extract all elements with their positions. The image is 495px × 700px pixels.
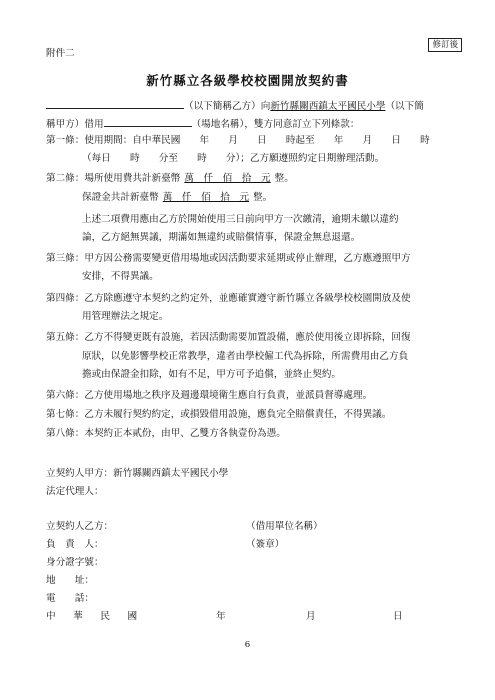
- article-1-line-2: （每日 時 分至 時 分）；乙方願遵照約定日期辦理活動。: [82, 153, 385, 164]
- party-b-phone: 電 話：: [46, 593, 94, 604]
- party-b-address: 地 址：: [46, 575, 94, 586]
- document-title: 新竹縣立各級學校校園開放契約書: [146, 73, 349, 88]
- deposit-amount: 萬 仟 佰 拾 元: [162, 192, 250, 203]
- party-b-person: 負 責 人：: [46, 539, 104, 550]
- article-1-line-1: 第一條：使用期間：自中華民國 年 月 日 時起至 年 月 日 時: [46, 135, 430, 146]
- article-2-deposit: 保證金共計新臺幣 萬 仟 佰 拾 元 整。: [82, 192, 273, 203]
- article-3-line-2: 安排，不得異議。: [82, 271, 159, 282]
- date-year: 年: [216, 611, 226, 622]
- article-4-line-1: 第四條：乙方除應遵守本契約之約定外，並應確實遵守新竹縣立各級學校校園開放及使: [46, 293, 411, 304]
- article-6: 第六條：乙方使用場地之秩序及週邊環境衛生應自行負責，並派員督導處理。: [46, 390, 373, 401]
- revision-stamp: 修訂後: [428, 38, 462, 52]
- date-month: 月: [306, 611, 316, 622]
- school-name: 新竹縣關西鎮太平國民小學: [270, 101, 386, 112]
- article-2-para-2: 論，乙方絕無異議，期滿如無違約或賠償情事，保證金無息退還。: [82, 232, 361, 243]
- article-5-line-2: 原狀，以免影響學校正常教學，違者由學校僱工代為拆除，所需費用由乙方負: [82, 351, 409, 362]
- page-number: 6: [244, 640, 251, 650]
- party-b-id-number: 身分證字號：: [46, 557, 104, 568]
- venue-blank: [104, 115, 192, 127]
- party-a-label: 立契約人甲方：新竹縣關西鎮太平國民小學: [46, 468, 229, 479]
- article-5-line-1: 第五條：乙方不得變更既有設施，若因活動需要加置設備，應於使用後立即拆除，回復: [46, 332, 411, 343]
- article-2-para-1: 上述二項費用應由乙方於開始使用三日前向甲方一次繳清，逾期未繳以違約: [82, 214, 399, 225]
- party-b-signature-note: （簽章）: [246, 539, 285, 550]
- attachment-label: 附件二: [46, 48, 75, 59]
- article-7: 第七條：乙方未履行契約約定，或損毀借用設施，應負完全賠償責任，不得異議。: [46, 409, 392, 420]
- borrower-blank: [46, 97, 184, 109]
- date-day: 日: [393, 611, 403, 622]
- party-b-name-note: （借用單位名稱）: [246, 521, 323, 532]
- intro-line-1: （以下簡稱乙方）向新竹縣關西鎮太平國民小學（以下簡: [46, 97, 424, 113]
- article-4-line-2: 用管理辦法之規定。: [82, 311, 169, 322]
- party-b-label: 立契約人乙方：: [46, 521, 114, 532]
- article-3-line-1: 第三條：甲方因公務需要變更借用場地或因活動要求延期或停止辦理，乙方應遵照甲方: [46, 253, 411, 264]
- party-a-representative: 法定代理人：: [46, 486, 104, 497]
- article-8: 第八條：本契約正本貳份，由甲、乙雙方各執壹份為憑。: [46, 428, 286, 439]
- article-2-fee: 第二條：場所使用費共計新臺幣 萬 仟 佰 拾 元 整。: [46, 173, 294, 184]
- fee-amount: 萬 仟 佰 拾 元: [184, 173, 271, 184]
- intro-line-2: 稱甲方）借用 （場地名稱），雙方同意訂立下列條款：: [46, 115, 359, 131]
- date-nation: 中 華 民 國: [46, 611, 142, 622]
- article-5-line-3: 擔或由保證金扣除，如有不足，甲方可予追償，並終止契約。: [82, 369, 342, 380]
